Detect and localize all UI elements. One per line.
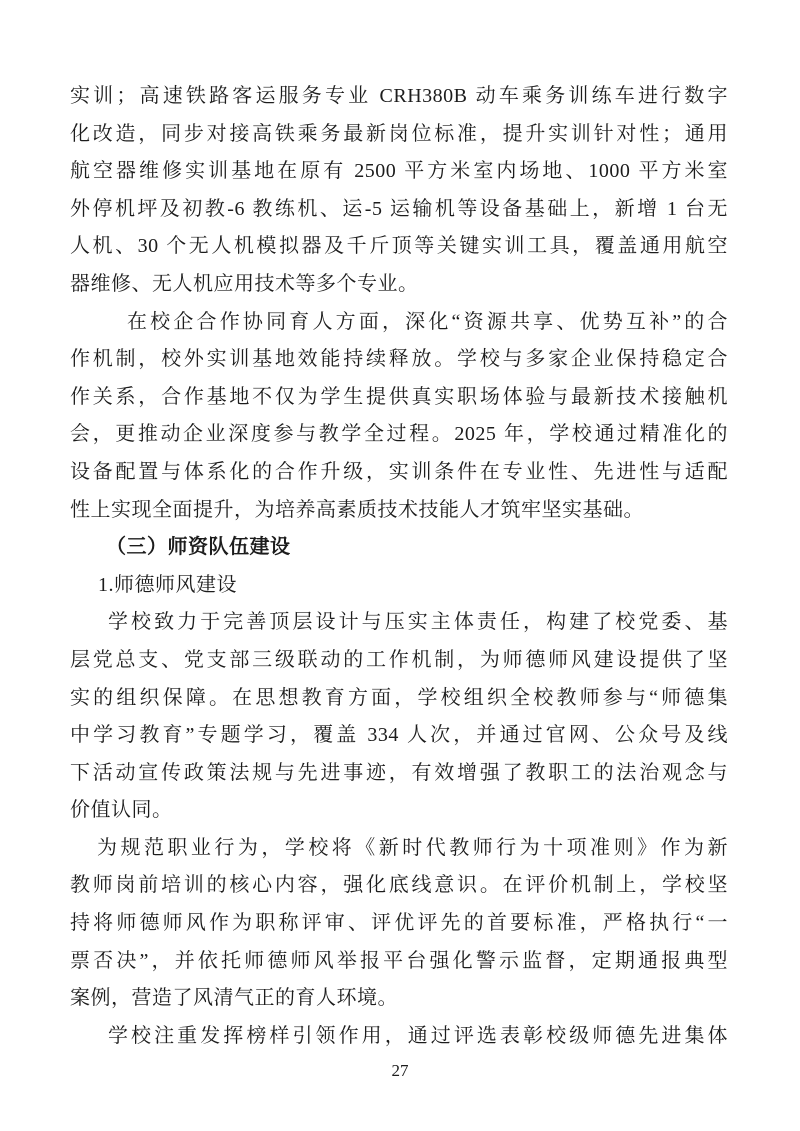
paragraph	[70, 830, 728, 1018]
document-line: 票否决”，并依托师德师风举报平台强化警示监督，定期通报典型	[70, 949, 728, 972]
document-line: 作机制，校外实训基地效能持续释放。学校与多家企业保持稳定合	[70, 348, 728, 371]
document-line: 器维修、无人机应用技术等多个专业。	[70, 272, 419, 295]
document-line: 人机、30 个无人机模拟器及千斤顶等关键实训工具，覆盖通用航空	[70, 235, 728, 258]
document-line: 性上实现全面提升，为培养高素质技术技能人才筑牢坚实基础。	[70, 498, 644, 521]
document-line: 层党总支、党支部三级联动的工作机制，为师德师风建设提供了坚	[70, 648, 728, 671]
document-line: 会，更推动企业深度参与教学全过程。2025 年，学校通过精准化的	[70, 423, 728, 446]
document-line: 价值认同。	[70, 799, 173, 822]
document-line: 设备配置与体系化的合作升级，实训条件在专业性、先进性与适配	[70, 460, 728, 483]
document-line: 在校企合作协同育人方面，深化“资源共享、优势互补”的合	[127, 310, 728, 333]
document-line: 持将师德师风作为职称评审、评优评先的首要标准，严格执行“一	[70, 912, 728, 935]
subsection-heading	[70, 567, 728, 605]
section-heading-text: （三）师资队伍建设	[106, 536, 291, 559]
document-line: 学校致力于完善顶层设计与压实主体责任，构建了校党委、基	[108, 611, 728, 634]
paragraph	[70, 604, 728, 830]
document-line: 化改造，同步对接高铁乘务最新岗位标准，提升实训针对性；通用	[70, 122, 728, 145]
paragraph	[70, 304, 728, 530]
document-line: 下活动宣传政策法规与先进事迹，有效增强了教职工的法治观念与	[70, 761, 728, 784]
document-line: 外停机坪及初教-6 教练机、运-5 运输机等设备基础上，新增 1 台无	[70, 197, 728, 220]
document-line: 为规范职业行为，学校将《新时代教师行为十项准则》作为新	[97, 836, 728, 859]
document-line: 教师岗前培训的核心内容，强化底线意识。在评价机制上，学校坚	[70, 874, 728, 897]
paragraph	[70, 1018, 728, 1056]
document-line: 航空器维修实训基地在原有 2500 平方米室内场地、1000 平方米室	[70, 160, 728, 183]
document-line: 中学习教育”专题学习，覆盖 334 人次，并通过官网、公众号及线	[70, 724, 728, 747]
paragraph	[70, 78, 728, 304]
document-line: 实训；高速铁路客运服务专业 CRH380B 动车乘务训练车进行数字	[70, 85, 728, 107]
document-line: 实的组织保障。在思想教育方面，学校组织全校教师参与“师德集	[70, 686, 728, 709]
subsection-heading-text: 1.师德师风建设	[98, 573, 237, 596]
page-number: 27	[391, 1061, 409, 1080]
document-line: 学校注重发挥榜样引领作用，通过评选表彰校级师德先进集体	[108, 1024, 728, 1047]
section-heading	[70, 529, 728, 567]
document-text-block	[70, 78, 728, 1055]
document-line: 案例，营造了风清气正的育人环境。	[70, 987, 398, 1010]
document-line: 作关系，合作基地不仅为学生提供真实职场体验与最新技术接触机	[70, 385, 728, 408]
